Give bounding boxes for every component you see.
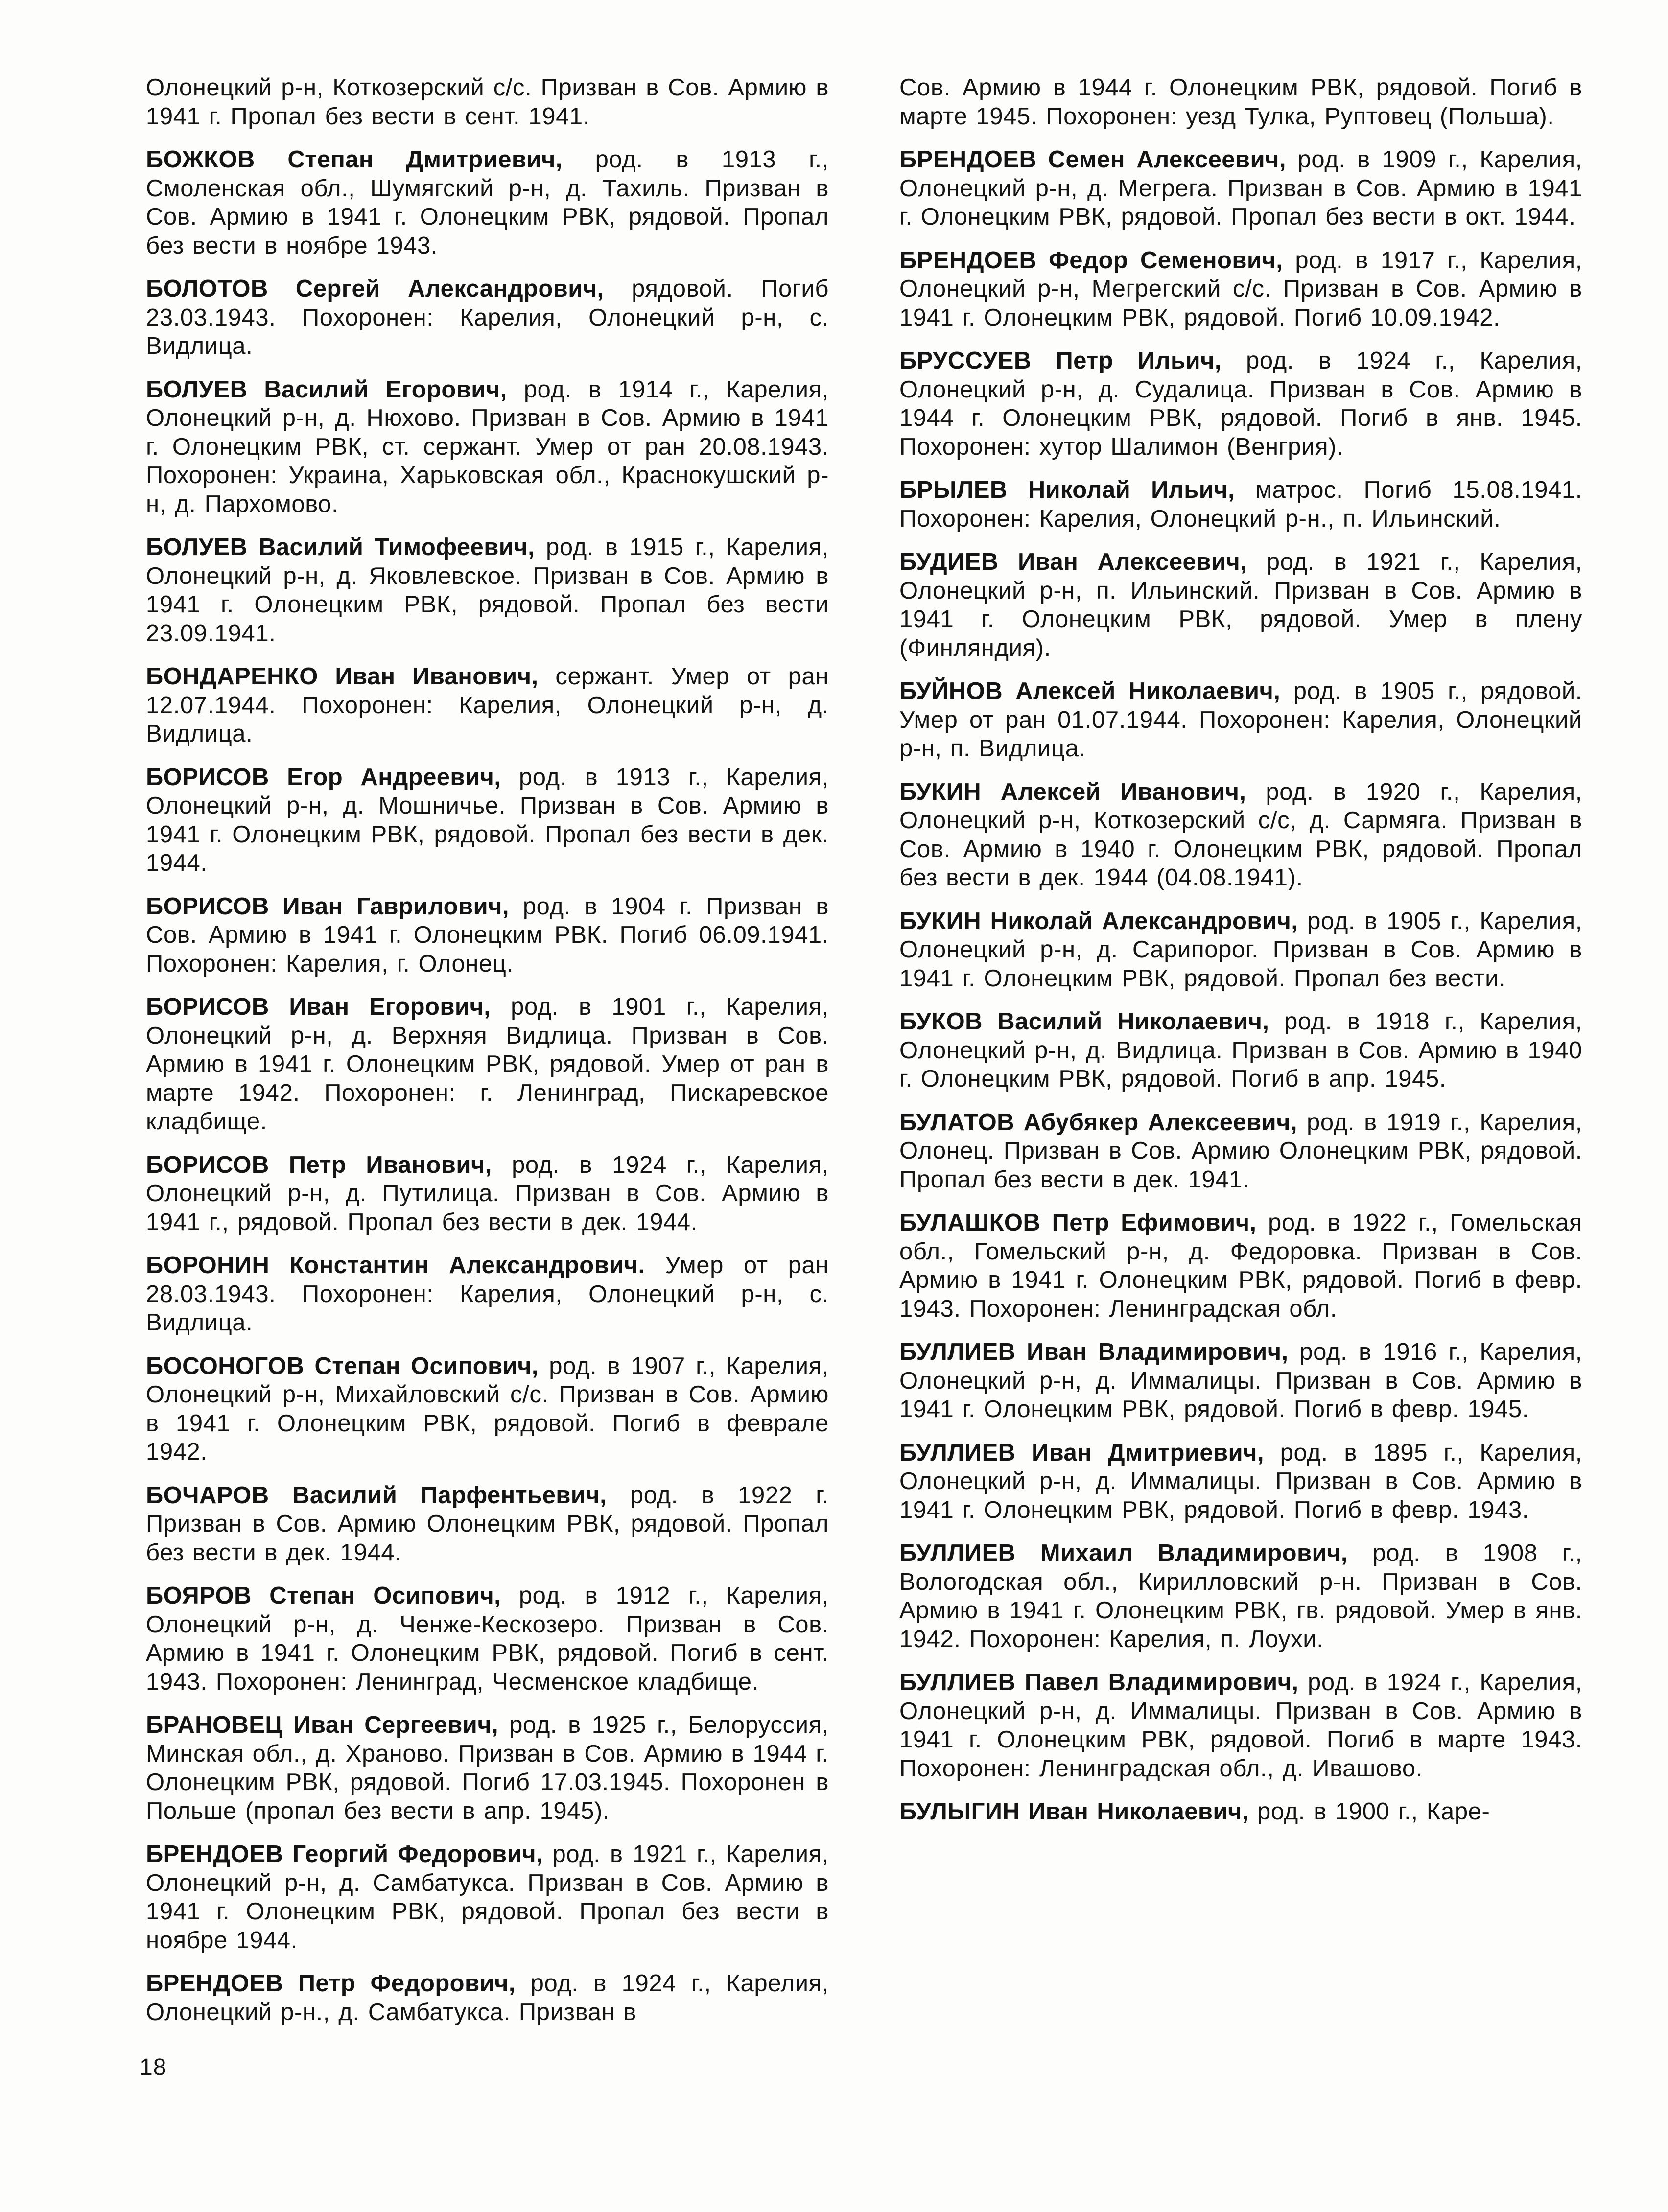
entry-name: БУКИН Николай Александрович, — [899, 908, 1298, 934]
entry-name: БУЛЛИЕВ Павел Владимирович, — [899, 1669, 1299, 1696]
memorial-entry — [899, 246, 1582, 332]
entry-name: БРЕНДОЕВ Семен Алексеевич, — [899, 146, 1286, 173]
entry-name: БУКОВ Василий Николаевич, — [899, 1008, 1269, 1035]
entry-text: род. в 1924 г., Карелия, Олонецкий р-н, д. Путилица. Призван в Сов. Армию в 1941 г., рядовой. Пропал без вести в дек. 1944. — [146, 1151, 829, 1235]
memorial-entry — [899, 1539, 1582, 1653]
memorial-entry — [146, 763, 829, 878]
memorial-entry — [146, 1251, 829, 1337]
entry-name: БОРИСОВ Иван Гаврилович, — [146, 893, 509, 920]
entry-text: род. в 1912 г., Карелия, Олонецкий р-н, д. Ченже-Кескозеро. Призван в Сов. Армию в 1941 г. Олонецким РВК, рядовой. Погиб в сент. 1943. Похоронен: Ленинград, Чесменское кладбище. — [146, 1583, 829, 1695]
entry-text: род. в 1921 г., Карелия, Олонецкий р-н, п. Ильинский. Призван в Сов. Армию в 1941 г. Олонецким РВК, рядовой. Умер в плену (Финляндия). — [899, 549, 1582, 661]
entry-text: род. в 1915 г., Карелия, Олонецкий р-н, д. Яковлевское. Призван в Сов. Армию в 1941 г. Олонецким РВК, рядовой. Пропал без вести 23.09.1941. — [146, 534, 829, 647]
entry-name: БРУССУЕВ Петр Ильич, — [899, 348, 1222, 374]
entry-name: БОРИСОВ Петр Иванович, — [146, 1151, 492, 1178]
entry-text: род. в 1924 г., Карелия, Олонецкий р-н., д. Самбатукса. Призван в — [146, 1970, 829, 2026]
entry-name: БУКИН Алексей Иванович, — [899, 778, 1246, 805]
entry-name: БУЛАШКОВ Петр Ефимович, — [899, 1210, 1257, 1236]
memorial-entry — [899, 1797, 1582, 1826]
entry-text: рядовой. Погиб 23.03.1943. Похоронен: Карелия, Олонецкий р-н, с. Видлица. — [146, 276, 829, 359]
memorial-entry — [146, 275, 829, 361]
entry-name: БОСОНОГОВ Степан Осипович, — [146, 1352, 539, 1379]
entry-text: род. в 1913 г., Карелия, Олонецкий р-н, д. Мошничье. Призван в Сов. Армию в 1941 г. Олонецким РВК, рядовой. Пропал без вести в дек. 1944. — [146, 764, 829, 876]
memorial-entry — [146, 1151, 829, 1237]
entry-name: БРЕНДОЕВ Федор Семенович, — [899, 247, 1283, 274]
memorial-entry — [146, 892, 829, 978]
entry-name: БУЛЫГИН Иван Николаевич, — [899, 1798, 1249, 1825]
memorial-entry — [146, 662, 829, 748]
entry-name: БОРОНИН Константин Александрович. — [146, 1252, 645, 1279]
right-column — [899, 73, 1582, 1841]
memorial-entry — [899, 1209, 1582, 1323]
entry-text: род. в 1924 г., Карелия, Олонецкий р-н, д. Иммалицы. Призван в Сов. Армию в 1941 г. Олонецким РВК, рядовой. Погиб в марте 1943. Похоронен: Ленинградская обл., д. Ивашово. — [899, 1669, 1582, 1782]
entry-name: БУДИЕВ Иван Алексеевич, — [899, 549, 1247, 575]
entry-text: род. в 1925 г., Белоруссия, Минская обл., д. Храново. Призван в Сов. Армию в 1944 г. Олонецким РВК, рядовой. Погиб 17.03.1945. Похоронен в Польше (пропал без вести в апр. 1945). — [146, 1712, 829, 1824]
entry-text: род. в 1901 г., Карелия, Олонецкий р-н, д. Верхняя Видлица. Призван в Сов. Армию в 1941 г. Олонецким РВК, рядовой. Умер от ран в марте 1942. Похоронен: г. Ленинград, Пискаревское кладбище. — [146, 994, 829, 1135]
entry-text: род. в 1914 г., Карелия, Олонецкий р-н, д. Нюхово. Призван в Сов. Армию в 1941 г. Олонецким РВК, ст. сержант. Умер от ран 20.08.1943. Похоронен: Украина, Харьковская обл., Краснокушский р-н, д. Пархомово. — [146, 376, 829, 517]
memorial-entry — [146, 1352, 829, 1467]
entry-text: Олонецкий р-н, Коткозерский с/с. Призван в Сов. Армию в 1941 г. Пропал без вести в сент. 1941. — [146, 74, 829, 130]
entry-text: род. в 1918 г., Карелия, Олонецкий р-н, д. Видлица. Призван в Сов. Армию в 1940 г. Олонецким РВК, рядовой. Погиб в апр. 1945. — [899, 1008, 1582, 1092]
memorial-entry — [146, 533, 829, 648]
memorial-entry — [899, 1668, 1582, 1783]
entry-text: род. в 1916 г., Карелия, Олонецкий р-н, д. Иммалицы. Призван в Сов. Армию в 1941 г. Олонецким РВК, рядовой. Погиб в февр. 1945. — [899, 1339, 1582, 1422]
entry-name: БОРИСОВ Иван Егорович, — [146, 994, 491, 1020]
entry-name: БОРИСОВ Егор Андреевич, — [146, 764, 501, 791]
memorial-entry — [146, 1582, 829, 1696]
memorial-entry — [146, 73, 829, 131]
entry-text: род. в 1905 г., рядовой. Умер от ран 01.07.1944. Похоронен: Карелия, Олонецкий р-н, п. Видлица. — [899, 678, 1583, 762]
entry-text: род. в 1924 г., Карелия, Олонецкий р-н, д. Судалица. Призван в Сов. Армию в 1944 г. Олонецким РВК, рядовой. Погиб в янв. 1945. Похоронен: хутор Шалимон (Венгрия). — [899, 348, 1583, 460]
entry-text: род. в 1900 г., Каре- — [1257, 1798, 1490, 1825]
entry-name: БРЕНДОЕВ Георгий Федорович, — [146, 1841, 543, 1867]
entry-text: Умер от ран 28.03.1943. Похоронен: Карелия, Олонецкий р-н, с. Видлица. — [146, 1252, 829, 1336]
entry-name: БОЖКОВ Степан Дмитриевич, — [146, 146, 563, 173]
memorial-entry — [899, 778, 1582, 892]
memorial-entry — [899, 1338, 1582, 1424]
entry-name: БРЕНДОЕВ Петр Федорович, — [146, 1970, 516, 1997]
entry-text: род. в 1920 г., Карелия, Олонецкий р-н, Коткозерский с/с, д. Сармяга. Призван в Сов. Армию в 1940 г. Олонецким РВК, рядовой. Пропал без вести в дек. 1944 (04.08.1941). — [899, 778, 1582, 891]
entry-name: БОЛУЕВ Василий Тимофеевич, — [146, 534, 535, 560]
entry-text: род. в 1908 г., Вологодская обл., Кирилловский р-н. Призван в Сов. Армию в 1941 г. Олонецким РВК, гв. рядовой. Умер в янв. 1942. Похоронен: Карелия, п. Лоухи. — [899, 1540, 1582, 1653]
entry-name: БОЛУЕВ Василий Егорович, — [146, 376, 507, 403]
entry-text: род. в 1922 г. Призван в Сов. Армию Олонецким РВК, рядовой. Пропал без вести в дек. 1944. — [146, 1482, 829, 1566]
memorial-entry — [899, 476, 1582, 533]
entry-text: род. в 1909 г., Карелия, Олонецкий р-н, д. Мегрега. Призван в Сов. Армию в 1941 г. Олонецким РВК, рядовой. Пропал без вести в окт. 1944. — [899, 146, 1582, 230]
memorial-entry — [899, 907, 1582, 993]
entry-text: род. в 1895 г., Карелия, Олонецкий р-н, д. Иммалицы. Призван в Сов. Армию в 1941 г. Олонецким РВК, рядовой. Погиб в февр. 1943. — [899, 1439, 1582, 1523]
memorial-entry — [146, 145, 829, 260]
memorial-entry — [899, 677, 1582, 763]
entry-name: БОЧАРОВ Василий Парфентьевич, — [146, 1482, 607, 1509]
memorial-entry — [146, 993, 829, 1136]
memorial-entry — [146, 1481, 829, 1567]
memorial-entry — [899, 1439, 1582, 1525]
entry-name: БУЛЛИЕВ Иван Владимирович, — [899, 1339, 1289, 1365]
entry-name: БОНДАРЕНКО Иван Иванович, — [146, 663, 539, 690]
entry-text: род. в 1919 г., Карелия, Олонец. Призван в Сов. Армию Олонецким РВК, рядовой. Пропал без вести в дек. 1941. — [899, 1109, 1582, 1193]
entry-text: род. в 1922 г., Гомельская обл., Гомельский р-н, д. Федоровка. Призван в Сов. Армию в 1941 г. Олонецким РВК, рядовой. Погиб в февр. 1943. Похоронен: Ленинградская обл. — [899, 1210, 1582, 1322]
memorial-entry — [899, 145, 1582, 232]
page-number: 18 — [140, 2054, 167, 2080]
entry-name: БОЛОТОВ Сергей Александрович, — [146, 276, 604, 302]
entry-text: род. в 1917 г., Карелия, Олонецкий р-н, Мегрегский с/с. Призван в Сов. Армию в 1941 г. Олонецким РВК, рядовой. Погиб 10.09.1942. — [899, 247, 1582, 331]
entry-text: род. в 1904 г. Призван в Сов. Армию в 1941 г. Олонецким РВК. Погиб 06.09.1941. Похоронен: Карелия, г. Олонец. — [146, 893, 829, 977]
memorial-entry — [146, 375, 829, 519]
entry-text: сержант. Умер от ран 12.07.1944. Похоронен: Карелия, Олонецкий р-н, д. Видлица. — [146, 663, 829, 747]
entry-text: род. в 1921 г., Карелия, Олонецкий р-н, д. Самбатукса. Призван в Сов. Армию в 1941 г. Олонецким РВК, рядовой. Пропал без вести в ноябре 1944. — [146, 1841, 829, 1954]
entry-name: БРАНОВЕЦ Иван Сергеевич, — [146, 1712, 499, 1738]
entry-name: БУЛЛИЕВ Иван Дмитриевич, — [899, 1439, 1264, 1466]
entry-name: БРЫЛЕВ Николай Ильич, — [899, 477, 1235, 503]
memorial-entry — [146, 1840, 829, 1955]
entry-text: матрос. Погиб 15.08.1941. Похоронен: Карелия, Олонецкий р-н., п. Ильинский. — [899, 477, 1583, 532]
memorial-entry — [899, 1108, 1582, 1194]
memorial-entry — [899, 548, 1582, 662]
entry-text: род. в 1913 г., Смоленская обл., Шумягский р-н, д. Тахиль. Призван в Сов. Армию в 1941 г. Олонецким РВК, рядовой. Пропал без вести в ноябре 1943. — [146, 146, 829, 259]
entry-text: род. в 1907 г., Карелия, Олонецкий р-н, Михайловский с/с. Призван в Сов. Армию в 1941 г. Олонецким РВК, рядовой. Погиб в феврале 1942. — [146, 1352, 829, 1465]
entry-name: БОЯРОВ Степан Осипович, — [146, 1583, 501, 1609]
memorial-entry — [899, 347, 1582, 461]
entry-text: род. в 1905 г., Карелия, Олонецкий р-н, д. Сарипорог. Призван в Сов. Армию в 1941 г. Олонецким РВК, рядовой. Пропал без вести. — [899, 908, 1582, 992]
memorial-entry — [146, 1711, 829, 1825]
entry-name: БУЛАТОВ Абубякер Алексеевич, — [899, 1109, 1297, 1136]
left-column — [146, 73, 829, 2041]
memorial-entry — [899, 1007, 1582, 1094]
entry-name: БУЛЛИЕВ Михаил Владимирович, — [899, 1540, 1348, 1566]
memorial-entry — [146, 1969, 829, 2026]
memorial-entry — [899, 73, 1582, 131]
entry-name: БУЙНОВ Алексей Николаевич, — [899, 678, 1281, 704]
entry-text: Сов. Армию в 1944 г. Олонецким РВК, рядовой. Погиб в марте 1945. Похоронен: уезд Тулка, Руптовец (Польша). — [899, 74, 1582, 130]
